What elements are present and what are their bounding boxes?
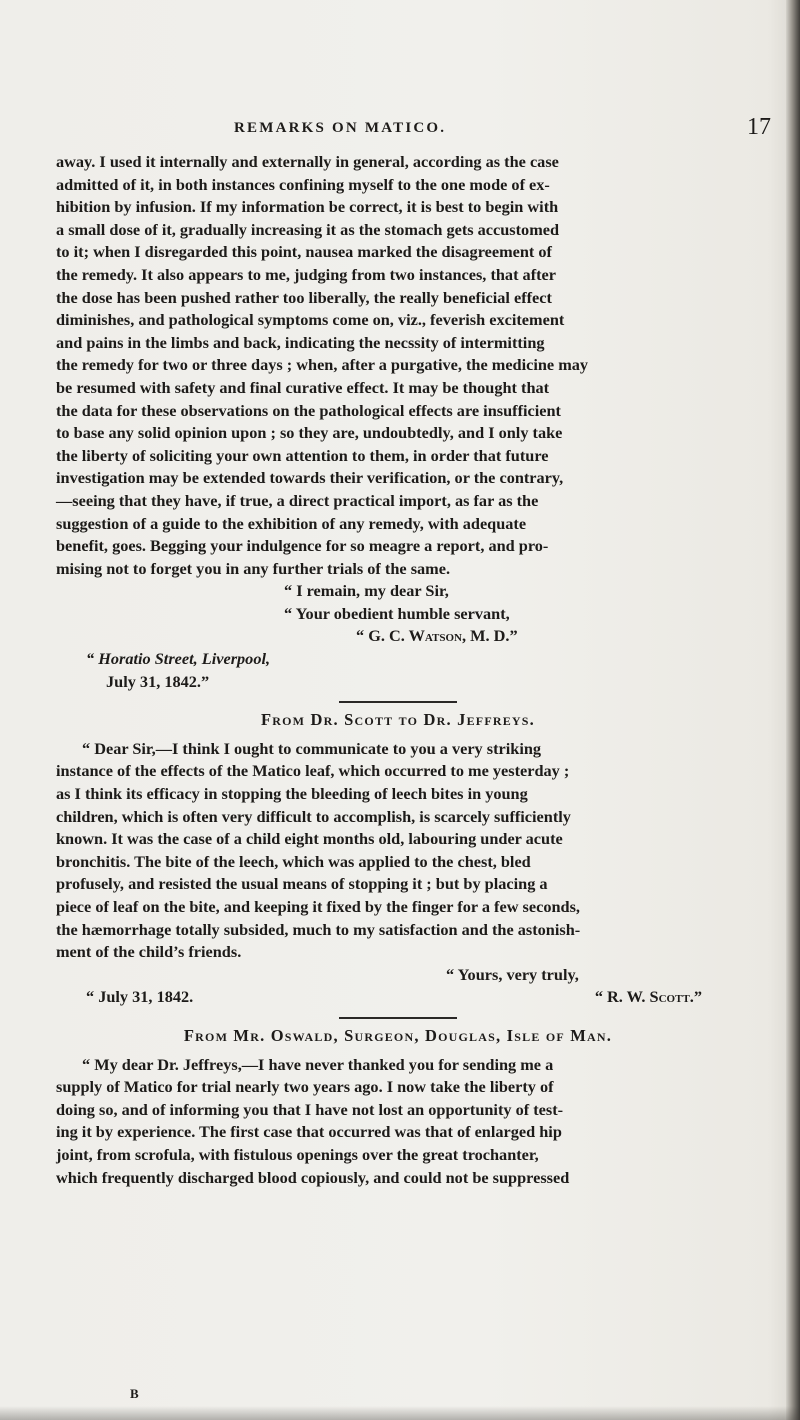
text-line: diminishes, and pathological symptoms come on, viz., feverish excitement (56, 310, 565, 330)
letter-closing: “ Your obedient humble servant, (284, 603, 510, 623)
date-signature-row (56, 986, 740, 1009)
letter-date: July 31, 1842.” (106, 671, 210, 691)
text-line: —seeing that they have, if true, a direct practical import, as far as the (56, 490, 539, 510)
signature-mark: B (130, 1386, 139, 1401)
text-line: joint, from scrofula, with fistulous openings over the great trochanter, (56, 1144, 539, 1164)
page-bottom-shadow (0, 1406, 800, 1420)
text-line: ment of the child’s friends. (56, 942, 242, 962)
text-line: known. It was the case of a child eight months old, labouring under acute (56, 829, 563, 849)
page-number: 17 (747, 114, 771, 140)
text-line: ing it by experience. The first case that occurred was that of enlarged hip (56, 1122, 562, 1142)
letter-date: “ July 31, 1842. (86, 987, 194, 1007)
text-line: “ My dear Dr. Jeffreys,—I have never thanked you for sending me a (82, 1054, 554, 1074)
text-line: suggestion of a guide to the exhibition of any remedy, with adequate (56, 513, 527, 533)
text-line: doing so, and of informing you that I have not lost an opportunity of test- (56, 1099, 564, 1119)
text-line: investigation may be extended towards their verification, or the contrary, (56, 468, 564, 488)
text-line: admitted of it, in both instances confining myself to the one mode of ex- (56, 174, 550, 194)
text-line: a small dose of it, gradually increasing it as the stomach gets accustomed (56, 219, 560, 239)
text-line: the remedy. It also appears to me, judging from two instances, that after (56, 264, 556, 284)
text-line: the dose has been pushed rather too liberally, the really beneficial effect (56, 287, 552, 307)
text-line: which frequently discharged blood copiously, and could not be suppressed (56, 1167, 570, 1187)
text-line: to base any solid opinion upon ; so they are, undoubtedly, and I only take (56, 423, 563, 443)
oswald-letter-paragraph (56, 1054, 740, 1190)
letter-closing: “ Yours, very truly, (446, 964, 579, 984)
text-line: the data for these observations on the pathological effects are insufficient (56, 400, 561, 420)
text-line: supply of Matico for trial nearly two years ago. I now take the liberty of (56, 1077, 554, 1097)
text-line: bronchitis. The bite of the leech, which was applied to the chest, bled (56, 851, 531, 871)
section-heading: From Mr. Oswald, Surgeon, Douglas, Isle of Man. (183, 1025, 613, 1045)
text-line: hibition by infusion. If my information be correct, it is best to begin with (56, 197, 559, 217)
scott-letter-paragraph (56, 738, 740, 964)
letter-closing: “ I remain, my dear Sir, (284, 581, 449, 601)
text-line: and pains in the limbs and back, indicating the necssity of intermitting (56, 332, 545, 352)
text-line: as I think its efficacy in stopping the bleeding of leech bites in young (56, 784, 528, 804)
text-line: instance of the effects of the Matico leaf, which occurred to me yesterday ; (56, 761, 570, 781)
text-line: profusely, and resisted the usual means of stopping it ; but by placing a (56, 874, 548, 894)
text-line: “ Dear Sir,—I think I ought to communicate to you a very striking (82, 738, 542, 758)
section-heading: From Dr. Scott to Dr. Jeffreys. (261, 710, 535, 730)
text-line: the liberty of soliciting your own attention to them, in order that future (56, 445, 549, 465)
body-text (56, 151, 740, 1189)
letter-signature: “ G. C. Watson, M. D.” (356, 626, 518, 646)
text-line: away. I used it internally and externally in general, according as the case (56, 152, 559, 171)
text-line: children, which is often very difficult to accomplish, is scarcely sufficiently (56, 806, 571, 826)
text-line: to it; when I disregarded this point, nausea marked the disagreement of (56, 242, 552, 262)
letter-signature: “ R. W. Scott.” (594, 987, 702, 1007)
running-head (0, 114, 800, 142)
text-line: benefit, goes. Begging your indulgence for so meagre a report, and pro- (56, 536, 549, 556)
letter-address: “ Horatio Street, Liverpool, (86, 649, 271, 669)
text-line: the remedy for two or three days ; when, after a purgative, the medicine may (56, 355, 589, 375)
text-line: be resumed with safety and final curative effect. It may be thought that (56, 377, 550, 397)
running-title: REMARKS ON MATICO. (234, 120, 447, 136)
watson-letter-paragraph (56, 151, 740, 580)
page-edge-shadow (786, 0, 800, 1420)
text-line: piece of leaf on the bite, and keeping it fixed by the finger for a few seconds, (56, 897, 580, 916)
text-line: mising not to forget you in any further trials of the same. (56, 558, 451, 578)
text-line: the hæmorrhage totally subsided, much to my satisfaction and the astonish- (56, 919, 581, 939)
